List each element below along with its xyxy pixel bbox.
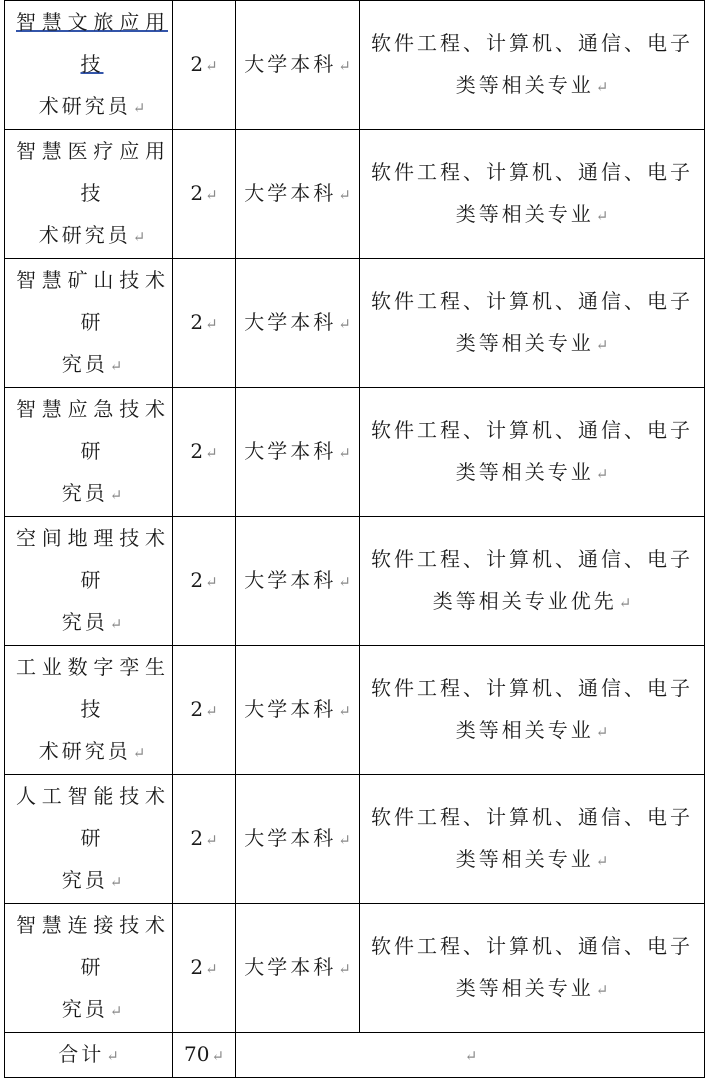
count-cell bbox=[173, 775, 236, 904]
education: 大学本科 bbox=[244, 52, 337, 76]
major-line-2: 类等相关专业 bbox=[455, 718, 594, 742]
major-cell bbox=[360, 904, 705, 1033]
position-line-2: 究员 bbox=[61, 481, 108, 505]
return-mark-icon: ↵ bbox=[205, 444, 218, 462]
position-line-2: 究员 bbox=[61, 868, 108, 892]
position-line-1: 智慧文旅应用技 bbox=[16, 10, 168, 76]
position-line-2-wrap bbox=[16, 85, 168, 129]
position-cell bbox=[5, 904, 173, 1033]
position-line-2: 究员 bbox=[61, 610, 108, 634]
return-mark-icon: ↵ bbox=[109, 357, 123, 375]
major-line-2-wrap bbox=[366, 451, 698, 495]
education: 大学本科 bbox=[244, 181, 337, 205]
return-mark-icon: ↵ bbox=[338, 186, 351, 204]
major-line-1: 软件工程、计算机、通信、电子 bbox=[371, 934, 693, 958]
total-label: 合计 bbox=[58, 1042, 105, 1066]
position-line-2: 术研究员 bbox=[38, 739, 131, 763]
return-mark-icon: ↵ bbox=[338, 831, 351, 849]
education: 大学本科 bbox=[244, 568, 337, 592]
major-line-2: 类等相关专业 bbox=[455, 202, 594, 226]
return-mark-icon: ↵ bbox=[338, 702, 351, 720]
count: 2 bbox=[190, 181, 204, 205]
return-mark-icon: ↵ bbox=[595, 981, 609, 999]
return-mark-icon: ↵ bbox=[106, 1047, 119, 1065]
education: 大学本科 bbox=[244, 310, 337, 334]
education-cell bbox=[236, 646, 360, 775]
education-cell bbox=[236, 259, 360, 388]
major-line-1: 软件工程、计算机、通信、电子 bbox=[371, 676, 693, 700]
return-mark-icon: ↵ bbox=[595, 723, 609, 741]
major-line-2: 类等相关专业 bbox=[455, 976, 594, 1000]
count-cell bbox=[173, 517, 236, 646]
return-mark-icon: ↵ bbox=[205, 573, 218, 591]
major-line-1: 软件工程、计算机、通信、电子 bbox=[371, 547, 693, 571]
education-cell bbox=[236, 388, 360, 517]
position-line-2-wrap bbox=[16, 730, 168, 774]
count-cell bbox=[173, 1, 236, 130]
major-cell bbox=[360, 388, 705, 517]
return-mark-icon: ↵ bbox=[205, 57, 218, 75]
return-mark-icon: ↵ bbox=[132, 228, 146, 246]
position-line-2: 术研究员 bbox=[38, 223, 131, 247]
position-line-1: 空间地理技术研 bbox=[16, 526, 168, 592]
count: 2 bbox=[190, 697, 204, 721]
major-line-1: 软件工程、计算机、通信、电子 bbox=[371, 418, 693, 442]
major-line-1: 软件工程、计算机、通信、电子 bbox=[371, 31, 693, 55]
position-cell bbox=[5, 1, 173, 130]
return-mark-icon: ↵ bbox=[338, 960, 351, 978]
position-line-2: 究员 bbox=[61, 352, 108, 376]
return-mark-icon: ↵ bbox=[338, 315, 351, 333]
position-line-1: 智慧医疗应用技 bbox=[16, 139, 168, 205]
return-mark-icon: ↵ bbox=[595, 207, 609, 225]
return-mark-icon: ↵ bbox=[595, 465, 609, 483]
major-line-2-wrap bbox=[366, 64, 698, 108]
return-mark-icon: ↵ bbox=[109, 486, 123, 504]
education-cell bbox=[236, 517, 360, 646]
return-mark-icon: ↵ bbox=[595, 78, 609, 96]
return-mark-icon: ↵ bbox=[109, 873, 123, 891]
major-line-2-wrap bbox=[366, 709, 698, 753]
return-mark-icon: ↵ bbox=[595, 336, 609, 354]
major-line-2: 类等相关专业 bbox=[455, 73, 594, 97]
count: 2 bbox=[190, 52, 204, 76]
major-line-1: 软件工程、计算机、通信、电子 bbox=[371, 160, 693, 184]
major-cell bbox=[360, 130, 705, 259]
position-cell bbox=[5, 130, 173, 259]
return-mark-icon: ↵ bbox=[618, 594, 632, 612]
major-line-2: 类等相关专业 bbox=[455, 331, 594, 355]
education-cell bbox=[236, 130, 360, 259]
position-cell bbox=[5, 388, 173, 517]
return-mark-icon: ↵ bbox=[338, 573, 351, 591]
position-line-2: 究员 bbox=[61, 997, 108, 1021]
count: 2 bbox=[190, 310, 204, 334]
recruitment-table bbox=[4, 0, 705, 1078]
count: 2 bbox=[190, 568, 204, 592]
return-mark-icon: ↵ bbox=[464, 1047, 478, 1065]
major-line-2: 类等相关专业 bbox=[455, 847, 594, 871]
total-rest-cell bbox=[236, 1033, 705, 1078]
position-cell bbox=[5, 775, 173, 904]
major-line-1: 软件工程、计算机、通信、电子 bbox=[371, 289, 693, 313]
return-mark-icon: ↵ bbox=[205, 315, 218, 333]
position-line-1: 人工智能技术研 bbox=[16, 784, 168, 850]
count: 2 bbox=[190, 955, 204, 979]
table-row bbox=[5, 1, 705, 130]
position-line-1: 智慧矿山技术研 bbox=[16, 268, 168, 334]
return-mark-icon: ↵ bbox=[338, 57, 351, 75]
return-mark-icon: ↵ bbox=[338, 444, 351, 462]
table-row bbox=[5, 388, 705, 517]
return-mark-icon: ↵ bbox=[132, 744, 146, 762]
education: 大学本科 bbox=[244, 697, 337, 721]
return-mark-icon: ↵ bbox=[205, 831, 218, 849]
return-mark-icon: ↵ bbox=[205, 702, 218, 720]
count-cell bbox=[173, 259, 236, 388]
table-row bbox=[5, 646, 705, 775]
count-cell bbox=[173, 388, 236, 517]
return-mark-icon: ↵ bbox=[595, 852, 609, 870]
count: 2 bbox=[190, 826, 204, 850]
total-count: 70 bbox=[183, 1042, 210, 1066]
position-line-2: 术研究员 bbox=[38, 94, 131, 118]
major-line-1: 软件工程、计算机、通信、电子 bbox=[371, 805, 693, 829]
position-cell bbox=[5, 646, 173, 775]
position-cell bbox=[5, 259, 173, 388]
table-row bbox=[5, 517, 705, 646]
return-mark-icon: ↵ bbox=[109, 1002, 123, 1020]
return-mark-icon: ↵ bbox=[205, 186, 218, 204]
return-mark-icon: ↵ bbox=[109, 615, 123, 633]
position-line-2-wrap bbox=[16, 343, 168, 387]
table-body bbox=[5, 1, 705, 1078]
major-cell bbox=[360, 517, 705, 646]
count-cell bbox=[173, 904, 236, 1033]
major-cell bbox=[360, 646, 705, 775]
return-mark-icon: ↵ bbox=[205, 960, 218, 978]
count-cell bbox=[173, 130, 236, 259]
return-mark-icon: ↵ bbox=[132, 99, 146, 117]
table-row bbox=[5, 130, 705, 259]
major-line-2-wrap bbox=[366, 580, 698, 624]
total-label-cell bbox=[5, 1033, 173, 1078]
major-line-2-wrap bbox=[366, 838, 698, 882]
position-line-2-wrap bbox=[16, 601, 168, 645]
major-line-2-wrap bbox=[366, 193, 698, 237]
total-count-cell bbox=[173, 1033, 236, 1078]
major-line-2-wrap bbox=[366, 322, 698, 366]
table-row bbox=[5, 259, 705, 388]
major-line-2: 类等相关专业优先 bbox=[432, 589, 617, 613]
position-line-2-wrap bbox=[16, 214, 168, 258]
major-line-2-wrap bbox=[366, 967, 698, 1011]
count-cell bbox=[173, 646, 236, 775]
table-row bbox=[5, 904, 705, 1033]
major-cell bbox=[360, 1, 705, 130]
position-line-1: 智慧连接技术研 bbox=[16, 913, 168, 979]
education-cell bbox=[236, 775, 360, 904]
position-line-1: 工业数字孪生技 bbox=[16, 655, 168, 721]
major-cell bbox=[360, 775, 705, 904]
return-mark-icon: ↵ bbox=[211, 1047, 225, 1065]
major-line-2: 类等相关专业 bbox=[455, 460, 594, 484]
total-row bbox=[5, 1033, 705, 1078]
education: 大学本科 bbox=[244, 439, 337, 463]
education-cell bbox=[236, 1, 360, 130]
major-cell bbox=[360, 259, 705, 388]
table-row bbox=[5, 775, 705, 904]
position-line-2-wrap bbox=[16, 988, 168, 1032]
position-cell bbox=[5, 517, 173, 646]
count: 2 bbox=[190, 439, 204, 463]
position-line-2-wrap bbox=[16, 859, 168, 903]
education: 大学本科 bbox=[244, 955, 337, 979]
position-line-2-wrap bbox=[16, 472, 168, 516]
education: 大学本科 bbox=[244, 826, 337, 850]
position-line-1: 智慧应急技术研 bbox=[16, 397, 168, 463]
education-cell bbox=[236, 904, 360, 1033]
